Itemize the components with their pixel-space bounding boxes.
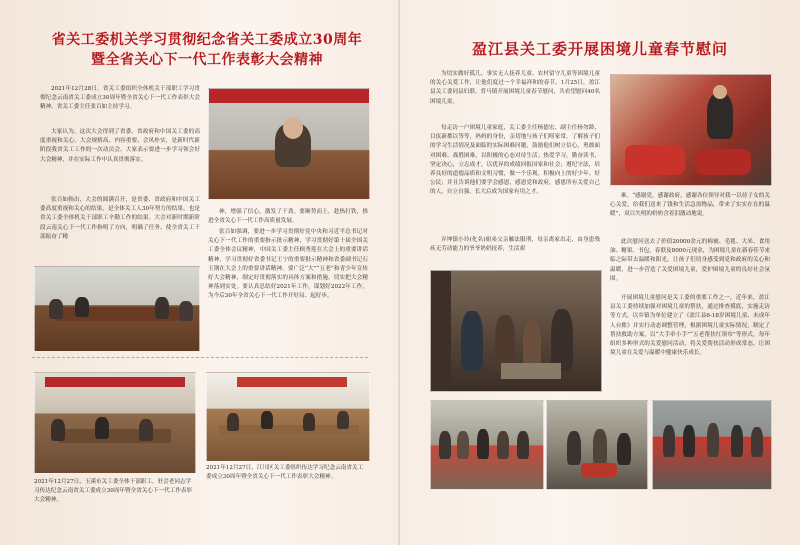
left-divider [32, 357, 368, 358]
left-title-line1: 省关工委机关学习贯彻纪念省关工委成立30周年 [51, 32, 363, 48]
left-paragraph-4: 张百如强调，要进一步学习贯彻好党中央和习近平总书记对关心下一代工作的重要指示批示精神，学习贯彻好第十届全国关工委全体会议精神，中国关工委主任顾秀莲在大会上的重要讲话精神，学习贯彻好省委书记王宁的重要批示精神和省委副书记石玉钢在大会上的重要讲话精神，要广泛“大”“五老”和青少年宣传好大会精神，制定好贯彻落实的具体方案和措施，切实把大会精神落到实处。要认真总结好2021年工作，谋划好2022年工作，为今后30年全省关心下一代工作开好局、起好步。 [208, 229, 368, 300]
photo-jiangchuan-meeting [206, 372, 370, 462]
photo-meeting-room [34, 266, 200, 352]
left-paragraph-2: 大家认为，这次大会得到了省委、省政府和中国关工委的高度重视和关心、大会规格高、内容重要、会风朴实，是新时代新阶段我省关工工作的一次动员会。大家表示要进一步学习领会好大会精神，并在实际工作中认真贯彻落实。 [40, 129, 200, 163]
right-paragraph-6: 开展困境儿童慰问是关工委的重要工作之一，近年来，盈江县关工委持续加强对困境儿童的帮扶，通过排查摸底，实施走访等方式，以乡镇为单位建立了《盈江县6-18岁困境儿童、未成年人台账》并实行动态调整管理，根据困境儿童实际情况，制定了帮扶救助方案，以“大手牵小手”“五老帮扶红领巾”等形式，每年组织多种形式的关爱慰问活动，将关爱帮扶活动形成常态，让困境儿童在关爱与温暖中健康快乐成长。 [610, 295, 770, 357]
photo-gift-bags [610, 74, 772, 186]
left-paragraph-3: 张百如指出，大会的圆满召开，是省委、省政府和中国关工委高度重视和关心的结果，是全体关工人30年努力的结果，也是省关工委全体机关干部职工辛勤工作的结果。大会对新时期新阶段云南关心下一代工作指明了方向，明确了任务，使全省关工干部振奋了精 [40, 197, 200, 240]
left-paragraph-1: 2021年12月28日，省关工委组织全体机关干部职工学习贯彻纪念云南省关工委成立30周年暨全省关心下一代工作表彰大会精神。省关工委主任张百如主持学习。 [40, 86, 200, 111]
photo-yuxi-meeting [34, 372, 196, 474]
caption-yuxi: 2021年12月27日，玉溪市关工委全体干部职工，驻会老同志学习传达纪念云南省关工委成立30周年暨全省关心下一代工作表彰大会精神。 [34, 479, 193, 504]
right-paragraph-1: 为切实做好孤儿、事实无人抚养儿童、农村留守儿童等困境儿童的关心关爱工作，让他们度过一个幸福祥和的春节，1月25日，盈江县关工委同县妇联、普马镇开展困境儿童春节慰问，共看望慰问40名困境儿童。 [430, 71, 600, 105]
left-article-title [22, 30, 392, 70]
photo-gift-handover [652, 400, 772, 490]
right-paragraph-5: 此次慰问送去了价值20000余元的棉被、毛毯、大米、食用油、糖果、书包，春联及8000元现金，为困境儿童在新春佳节来临之际带去温暖和阳光，让孩子们切身感受到党和政府的关心和温暖，进一步营造了关爱困境儿童，爱护困境儿童的良好社会氛围。 [610, 239, 770, 282]
left-title-line2: 暨全省关心下一代工作表彰大会精神 [91, 52, 323, 68]
caption-jiangchuan: 2021年12月27日，江川区关工委组织传达学习纪念云南省关工委成立30周年暨全省关心下一代工作表彰大会精神。 [206, 465, 364, 481]
photo-group-children [430, 400, 544, 490]
left-paragraph-3-cont: 神，增强了信心，激发了干劲。要顺势而上，趁热打铁，推进全省关心下一代工作高质量发展。 [208, 209, 368, 225]
right-paragraph-4: 难。“感谢党，感谢政府，感谢各位领导对我一以待子女的关心关爱，给我们送来了钱和生活急需物品，带来了实实在在的温暖”，双目失明的奶奶含着泪激动地说。 [610, 193, 770, 218]
photo-village-visit [546, 400, 648, 490]
right-page [400, 0, 800, 545]
right-paragraph-3: 弄坤镇小玲(化名)姐弟父亲触法服刑，母亲离家出走，由身患残疾无劳动能力的爷爷奶奶抚养，生活艰 [430, 237, 600, 253]
photo-family-visit [430, 270, 602, 392]
right-paragraph-2: 每走访一户困境儿童家庭，关工委主任杨德宏、副主任杨勿龄、目佤新都以等等，妈妈的身份，亲切地与孩子们唠家常，了解孩子们的学习生活情况及面临的实际困难问题，鼓励他们树立信心，勇敢面对困难、战胜困难，以积极的心态对待生活；热爱学习，勤奋读书，坚定决心，立志成才，以优异的成绩回报国家和社会；遵纪守法，培养良好的道德品质和文明习惯，做一个乐观、积极向上的好少年、好公民；并且告诉他们要学会感恩，感恩党和政府，感恩所有关爱自己的人，自立自强，长大后成为国家有用之才。 [430, 125, 600, 196]
photo-speaker [208, 88, 370, 200]
right-article-title: 盈江县关工委开展困境儿童春节慰问 [471, 40, 728, 58]
